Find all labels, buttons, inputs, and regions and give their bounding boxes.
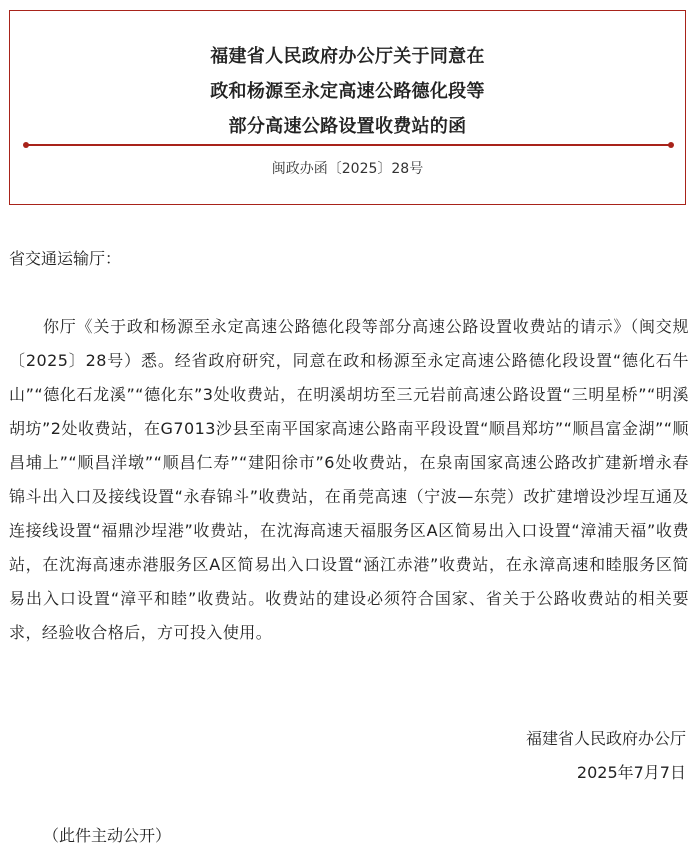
document-title <box>10 39 685 144</box>
title-line-1: 福建省人民政府办公厅关于同意在 <box>210 46 485 67</box>
issue-date: 2025年7月7日 <box>576 763 686 782</box>
divider-dot-right-icon <box>668 142 674 148</box>
document-header-box <box>9 10 686 205</box>
title-line-3: 部分高速公路设置收费站的函 <box>228 116 467 137</box>
issuer-name: 福建省人民政府办公厅 <box>525 729 686 748</box>
public-disclosure-note: （此件主动公开） <box>43 826 172 845</box>
signature-block <box>526 722 686 790</box>
body-paragraph: 你厅《关于政和杨源至永定高速公路德化段等部分高速公路设置收费站的请示》（闽交规〔2025〕28号）悉。经省政府研究，同意在政和杨源至永定高速公路德化段设置“德化石牛山”“德化石龙溪”“德化东”3处收费站，在明溪胡坊至三元岩前高速公路设置“三明星桥”“明溪胡坊”2处收费站，在G7013沙县至南平国家高速公路南平段设置“顺昌郑坊”“顺昌富金湖”“顺昌埔上”“顺昌洋墩”“顺昌仁寿”“建阳徐市”6处收费站，在泉南国家高速公路改扩建新增永春锦斗出入口及接线设置“永春锦斗”收费站，在甬莞高速（宁波—东莞）改扩建增设沙埕互通及连接线设置“福鼎沙埕港”收费站，在沈海高速天福服务区A区简易出入口设置“漳浦天福”收费站，在沈海高速赤港服务区A区简易出入口设置“涵江赤港”收费站，在永漳高速和睦服务区简易出入口设置“漳平和睦”收费站。收费站的建设必须符合国家、省关于公路收费站的相关要求，经验收合格后，方可投入使用。 <box>9 317 689 642</box>
divider-dot-left-icon <box>23 142 29 148</box>
title-line-2: 政和杨源至永定高速公路德化段等 <box>210 81 485 102</box>
recipient: 省交通运输厅： <box>9 249 122 268</box>
header-divider <box>26 144 671 146</box>
document-number: 闽政办函〔2025〕28号 <box>271 161 424 177</box>
